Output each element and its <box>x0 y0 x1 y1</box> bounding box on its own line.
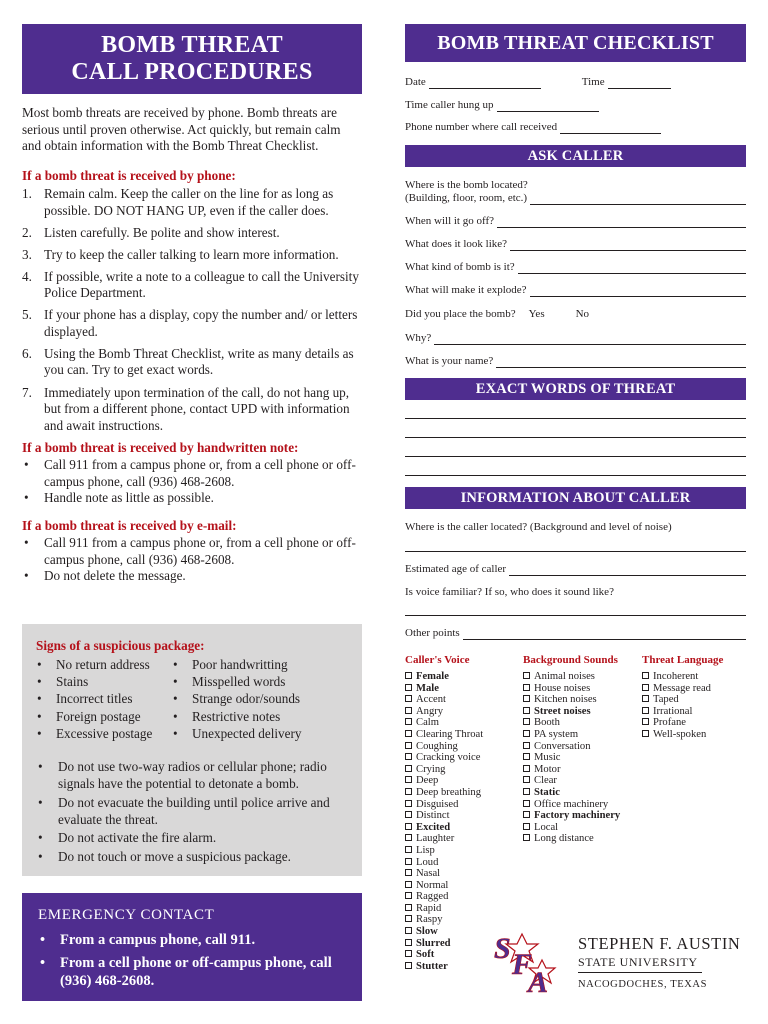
signs-grid <box>36 656 348 742</box>
voice-option <box>405 880 523 892</box>
where-bomb-field[interactable] <box>530 195 746 205</box>
voice-option-label: Calm <box>416 717 439 729</box>
voice-option-label: Cracking voice <box>416 752 481 764</box>
sound-option-label: Office machinery <box>534 798 609 810</box>
voice-option-label: Angry <box>416 705 444 717</box>
voice-option-label: Rapid <box>416 902 442 914</box>
email-item: • Do not delete the message. <box>22 568 362 585</box>
checkbox[interactable] <box>523 811 530 818</box>
sign-item: • Restrictive notes <box>172 708 301 725</box>
checkbox[interactable] <box>523 800 530 807</box>
checkbox[interactable] <box>405 800 412 807</box>
sfa-monogram-icon <box>492 922 562 998</box>
sign-item: • Unexpected delivery <box>172 725 301 742</box>
voice-option <box>405 799 523 811</box>
sound-option <box>523 822 642 834</box>
checkbox[interactable] <box>405 718 412 725</box>
checkbox[interactable] <box>405 684 412 691</box>
where-bomb-label: Where is the bomb located? <box>405 179 528 191</box>
checkbox[interactable] <box>523 765 530 772</box>
voice-option-label: Lisp <box>416 844 435 856</box>
explode-label: What will make it explode? <box>405 284 527 296</box>
when-field[interactable] <box>497 218 746 228</box>
checkbox[interactable] <box>523 718 530 725</box>
step-text: Remain calm. Keep the caller on the line for as long as possible. DO NOT HANG UP, even if the caller does. <box>44 186 334 218</box>
explode-row <box>405 284 746 297</box>
step-text: Try to keep the caller talking to learn more information. <box>44 246 339 262</box>
voice-option-label: Distinct <box>416 810 450 822</box>
checkbox[interactable] <box>405 695 412 702</box>
note-item: • Handle note as little as possible. <box>22 490 362 507</box>
procedures-title-line1: BOMB THREAT <box>101 32 283 58</box>
sound-option-label: Animal noises <box>534 671 595 682</box>
checkbox[interactable] <box>642 730 649 737</box>
sign-item: • Strange odor/sounds <box>172 690 301 707</box>
caller-location-label: Where is the caller located? (Background and level of noise) <box>405 521 672 533</box>
language-option <box>642 671 723 683</box>
voice-option <box>405 683 523 695</box>
place-yes-option[interactable]: Yes <box>528 308 545 320</box>
sound-option-label: Static <box>534 786 560 798</box>
sound-option <box>523 683 642 695</box>
checkbox[interactable] <box>523 684 530 691</box>
voice-option <box>405 752 523 764</box>
sound-option <box>523 706 642 718</box>
sound-option-label: House noises <box>534 682 591 694</box>
language-option-label: Incoherent <box>653 671 699 682</box>
step-text: Using the Bomb Threat Checklist, write as many details as you can. Try to get exact words. <box>44 345 354 378</box>
voice-option <box>405 868 523 880</box>
language-heading: Threat Language <box>642 654 724 666</box>
why-row <box>405 332 746 345</box>
voice-option-label: Normal <box>416 879 449 891</box>
hung-up-label: Time caller hung up <box>405 99 494 111</box>
date-label: Date <box>405 76 426 88</box>
sound-option <box>523 694 642 706</box>
voice-option <box>405 764 523 776</box>
voice-option <box>405 903 523 915</box>
monogram-f: F <box>512 948 533 981</box>
phone-step <box>22 269 362 302</box>
when-row <box>405 215 746 228</box>
time-field[interactable] <box>608 79 671 89</box>
sound-option <box>523 764 642 776</box>
checkbox[interactable] <box>642 684 649 691</box>
place-label: Did you place the bomb? <box>405 308 516 320</box>
sign-item: • Stains <box>36 673 172 690</box>
voice-option <box>405 833 523 845</box>
sound-option-label: Music <box>534 752 561 764</box>
step-text: If possible, write a note to a colleague to call the University Police Department. <box>44 268 359 301</box>
phone-step <box>22 247 362 264</box>
monogram-s: S <box>494 932 511 965</box>
voice-option <box>405 775 523 787</box>
voice-option <box>405 706 523 718</box>
voice-option-label: Slow <box>416 926 438 938</box>
date-time-row <box>405 76 746 89</box>
phone-number-row <box>405 121 746 134</box>
checkbox[interactable] <box>405 776 412 783</box>
note-item: • Call 911 from a campus phone or, from a cell phone or off-campus phone, call (936) 468-2608. <box>22 457 362 490</box>
voice-option-label: Soft <box>416 949 435 961</box>
look-label: What does it look like? <box>405 238 508 250</box>
voice-option <box>405 671 523 683</box>
checkbox[interactable] <box>405 811 412 818</box>
age-row <box>405 563 746 576</box>
sign-item: • Poor handwritting <box>172 656 301 673</box>
voice-option-label: Excited <box>416 821 451 833</box>
caller-location-field[interactable] <box>405 551 746 552</box>
time-label: Time <box>581 76 605 88</box>
language-checklist <box>642 671 723 741</box>
checkbox[interactable] <box>405 672 412 679</box>
where-bomb-row <box>405 192 746 205</box>
university-city: NACOGDOCHES, TEXAS <box>578 979 708 990</box>
signs-column-2 <box>172 656 301 742</box>
voice-option-label: Laughter <box>416 833 455 845</box>
language-option-label: Well-spoken <box>653 728 707 740</box>
checkbox[interactable] <box>405 846 412 853</box>
voice-option <box>405 845 523 857</box>
sign-item: • Incorrect titles <box>36 690 172 707</box>
exact-words-heading: EXACT WORDS OF THREAT <box>405 378 746 400</box>
warning-item: • Do not evacuate the building until police arrive and evaluate the threat. <box>36 794 348 828</box>
phone-step <box>22 186 362 219</box>
procedures-title <box>22 24 362 94</box>
email-item: • Call 911 from a campus phone or, from a cell phone or off-campus phone, call (936) 468-2608. <box>22 535 362 568</box>
step-text: Listen carefully. Be polite and show interest. <box>44 224 280 240</box>
voice-option <box>405 741 523 753</box>
name-field[interactable] <box>496 358 746 368</box>
note-threat-heading: If a bomb threat is received by handwritten note: <box>22 439 299 455</box>
kind-row <box>405 261 746 274</box>
voice-option <box>405 717 523 729</box>
step-number: 6. <box>22 345 32 361</box>
phone-number-field[interactable] <box>560 124 661 134</box>
step-number: 5. <box>22 307 32 323</box>
hung-up-field[interactable] <box>497 102 599 112</box>
explode-field[interactable] <box>530 287 746 297</box>
voice-option <box>405 891 523 903</box>
name-label: What is your name? <box>405 355 494 367</box>
checkbox[interactable] <box>405 939 412 946</box>
sign-item: • Excessive postage <box>36 725 172 742</box>
voice-option-label: Ragged <box>416 891 449 903</box>
language-option <box>642 694 723 706</box>
checkbox[interactable] <box>405 730 412 737</box>
step-text: Immediately upon termination of the call, do not hang up, but from a different phone, contact UPD with information and await instructions. <box>44 384 350 433</box>
voice-option-label: Loud <box>416 856 439 868</box>
checklist-title: BOMB THREAT CHECKLIST <box>405 24 746 62</box>
voice-option-label: Coughing <box>416 740 458 752</box>
university-name: STEPHEN F. AUSTIN <box>578 934 741 953</box>
sound-option <box>523 741 642 753</box>
voice-familiar-label: Is voice familiar? If so, who does it sound like? <box>405 586 614 598</box>
look-field[interactable] <box>510 241 746 251</box>
voice-option-label: Slurred <box>416 937 451 949</box>
phone-step <box>22 385 362 435</box>
monogram-a: A <box>528 966 549 998</box>
sound-option-label: Conversation <box>534 740 591 752</box>
phone-steps-list <box>22 186 362 434</box>
checkbox[interactable] <box>405 707 412 714</box>
warning-item: • Do not touch or move a suspicious package. <box>36 848 348 865</box>
sound-option-label: Local <box>534 821 559 833</box>
language-option <box>642 706 723 718</box>
warning-item: • Do not activate the fire alarm. <box>36 829 348 846</box>
emergency-contact-heading: EMERGENCY CONTACT <box>38 907 215 923</box>
checkbox[interactable] <box>523 672 530 679</box>
sound-option <box>523 787 642 799</box>
note-items-list <box>22 457 362 507</box>
checkbox[interactable] <box>405 765 412 772</box>
info-caller-heading: INFORMATION ABOUT CALLER <box>405 487 746 509</box>
voice-option-label: Crying <box>416 763 446 775</box>
logo-divider <box>578 972 702 973</box>
sound-option-label: Factory machinery <box>534 810 621 822</box>
checkbox[interactable] <box>523 776 530 783</box>
voice-option <box>405 729 523 741</box>
sound-option-label: Long distance <box>534 833 594 845</box>
checkbox[interactable] <box>405 962 412 969</box>
university-subtitle: STATE UNIVERSITY <box>578 955 698 969</box>
sound-option <box>523 799 642 811</box>
sound-option <box>523 752 642 764</box>
other-points-label: Other points <box>405 627 460 639</box>
checkbox[interactable] <box>523 742 530 749</box>
emergency-item: • From a cell phone or off-campus phone, call (936) 468-2608. <box>38 954 346 990</box>
phone-step <box>22 346 362 379</box>
voice-familiar-field[interactable] <box>405 615 746 616</box>
voice-option <box>405 810 523 822</box>
date-field[interactable] <box>429 79 541 89</box>
phone-step <box>22 307 362 340</box>
where-bomb-hint: (Building, floor, room, etc.) <box>405 192 528 204</box>
sound-option-label: Street noises <box>534 705 591 717</box>
checkbox[interactable] <box>405 950 412 957</box>
caller-location-row <box>405 521 746 534</box>
step-text: If your phone has a display, copy the number and/ or letters displayed. <box>44 307 358 339</box>
warning-item: • Do not use two-way radios or cellular phone; radio signals have the potential to detonate a bomb. <box>36 758 348 792</box>
checkbox[interactable] <box>642 707 649 714</box>
procedures-title-line2: CALL PROCEDURES <box>71 59 313 85</box>
look-row <box>405 238 746 251</box>
checkbox[interactable] <box>405 823 412 830</box>
sound-option-label: Kitchen noises <box>534 694 597 706</box>
checkbox[interactable] <box>405 753 412 760</box>
sound-option-label: PA system <box>534 728 579 740</box>
kind-label: What kind of bomb is it? <box>405 261 515 273</box>
language-option-label: Profane <box>653 717 686 729</box>
emergency-contact-box <box>22 893 362 1001</box>
sound-option <box>523 833 642 845</box>
exact-words-line-4[interactable] <box>405 475 746 476</box>
checkbox[interactable] <box>405 834 412 841</box>
other-points-row <box>405 627 746 640</box>
why-label: Why? <box>405 332 432 344</box>
sound-option <box>523 810 642 822</box>
voice-heading: Caller's Voice <box>405 654 470 666</box>
email-items-list <box>22 535 362 585</box>
sfa-logo <box>492 922 752 1000</box>
place-row <box>405 308 746 321</box>
checkbox[interactable] <box>405 788 412 795</box>
signs-column-1 <box>36 656 172 742</box>
voice-option-label: Nasal <box>416 868 441 880</box>
checkbox[interactable] <box>405 869 412 876</box>
sound-option-label: Booth <box>534 717 560 729</box>
emergency-item: • From a campus phone, call 911. <box>38 931 346 949</box>
step-number: 3. <box>22 246 32 262</box>
checkbox[interactable] <box>405 904 412 911</box>
sounds-heading: Background Sounds <box>523 654 618 666</box>
voice-option <box>405 857 523 869</box>
voice-option-label: Stutter <box>416 960 448 972</box>
exact-words-line-1[interactable] <box>405 418 746 419</box>
checkbox[interactable] <box>405 742 412 749</box>
checkbox[interactable] <box>405 881 412 888</box>
voice-option-label: Clearing Throat <box>416 728 484 740</box>
age-label: Estimated age of caller <box>405 563 507 575</box>
phone-number-label: Phone number where call received <box>405 121 558 133</box>
ask-caller-heading: ASK CALLER <box>405 145 746 167</box>
kind-field[interactable] <box>518 264 746 274</box>
checklist-column <box>405 24 746 972</box>
place-no-option[interactable]: No <box>575 308 590 320</box>
voice-option-label: Deep <box>416 775 439 787</box>
voice-option-label: Disguised <box>416 798 459 810</box>
checkbox[interactable] <box>523 834 530 841</box>
emergency-items-list <box>38 931 346 990</box>
when-label: When will it go off? <box>405 215 494 227</box>
sound-option <box>523 671 642 683</box>
phone-threat-heading: If a bomb threat is received by phone: <box>22 167 236 183</box>
voice-option <box>405 822 523 834</box>
step-number: 1. <box>22 186 32 201</box>
voice-option-label: Deep breathing <box>416 786 482 798</box>
checkbox[interactable] <box>405 858 412 865</box>
sound-option <box>523 717 642 729</box>
name-row <box>405 355 746 368</box>
sound-option <box>523 729 642 741</box>
step-number: 2. <box>22 224 32 240</box>
checkbox[interactable] <box>523 788 530 795</box>
exact-words-line-2[interactable] <box>405 437 746 438</box>
language-option-label: Message read <box>653 682 711 694</box>
checkbox[interactable] <box>523 707 530 714</box>
where-bomb-q1 <box>405 179 746 192</box>
checkbox[interactable] <box>642 672 649 679</box>
language-option <box>642 717 723 729</box>
phone-step <box>22 225 362 242</box>
checkbox[interactable] <box>642 695 649 702</box>
sign-item: • No return address <box>36 656 172 673</box>
voice-option <box>405 787 523 799</box>
voice-option <box>405 694 523 706</box>
step-number: 4. <box>22 268 32 284</box>
email-threat-heading: If a bomb threat is received by e-mail: <box>22 517 237 533</box>
language-option <box>642 683 723 695</box>
checkbox[interactable] <box>642 718 649 725</box>
intro-paragraph: Most bomb threats are received by phone. Bomb threats are serious until proven otherwise. Act quickly, but remain calm and obtain information with the Bomb Threat Checklist. <box>22 105 341 153</box>
checkbox[interactable] <box>405 915 412 922</box>
sound-option <box>523 775 642 787</box>
checkbox[interactable] <box>405 892 412 899</box>
sign-item: • Misspelled words <box>172 673 301 690</box>
checkbox[interactable] <box>523 753 530 760</box>
suspicious-package-heading: Signs of a suspicious package: <box>36 638 205 653</box>
exact-words-line-3[interactable] <box>405 456 746 457</box>
why-field[interactable] <box>434 335 746 345</box>
sign-item: • Foreign postage <box>36 708 172 725</box>
hung-up-row <box>405 99 746 112</box>
checkbox[interactable] <box>523 823 530 830</box>
procedures-column <box>22 24 362 585</box>
step-number: 7. <box>22 384 32 400</box>
sound-option-label: Motor <box>534 763 561 775</box>
voice-option-label: Female <box>416 671 449 682</box>
voice-familiar-row <box>405 586 746 599</box>
checkbox[interactable] <box>523 730 530 737</box>
sounds-checklist <box>523 671 642 845</box>
voice-option-label: Accent <box>416 694 446 706</box>
suspicious-package-box <box>22 624 362 876</box>
voice-option-label: Male <box>416 682 439 694</box>
checkbox[interactable] <box>523 695 530 702</box>
warnings-list <box>36 758 348 865</box>
other-points-field[interactable] <box>463 630 746 640</box>
language-option-label: Irrational <box>653 705 693 717</box>
voice-option-label: Raspy <box>416 914 443 926</box>
language-option-label: Taped <box>653 694 679 706</box>
checkbox[interactable] <box>405 927 412 934</box>
language-option <box>642 729 723 741</box>
sound-option-label: Clear <box>534 775 557 787</box>
age-field[interactable] <box>509 566 746 576</box>
